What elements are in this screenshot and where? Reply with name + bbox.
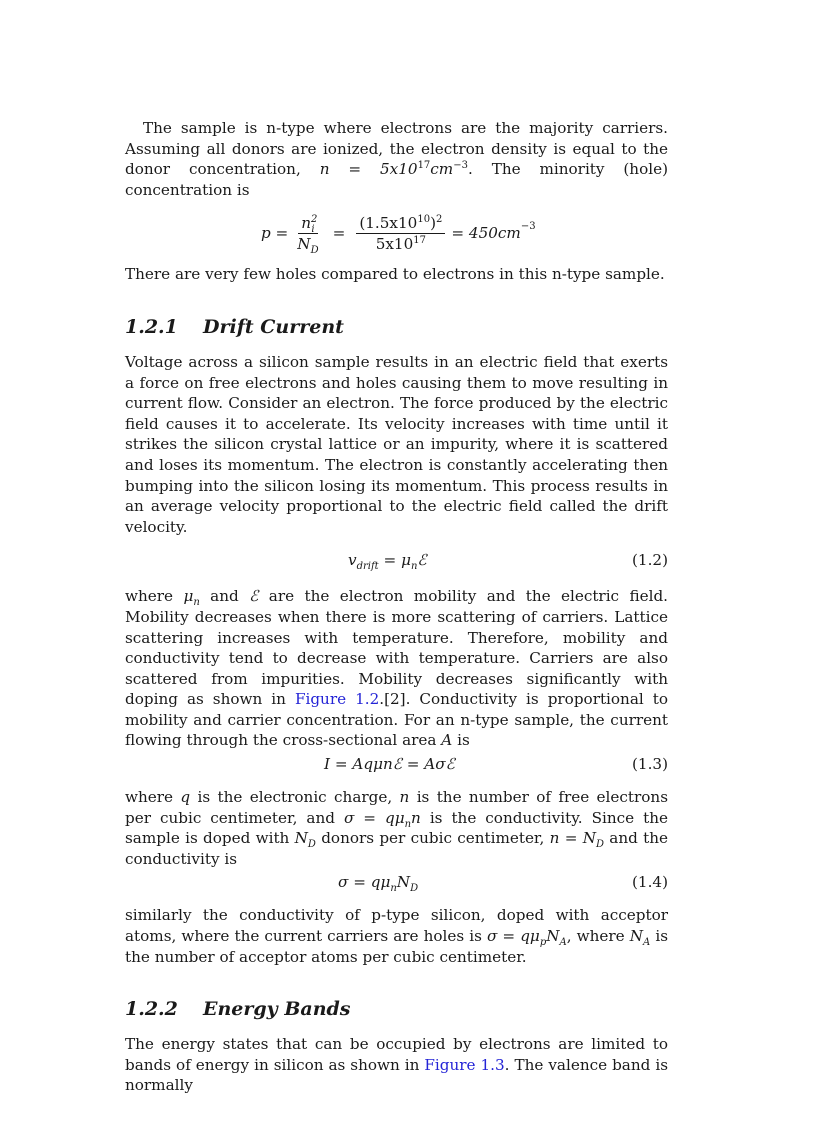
- intro-text: The sample is n-type where electrons are the majority carriers. Assuming all donors are ionized, the electron density is equal to the donor concentration,: [125, 119, 668, 179]
- text: .[2]. Conductivity is proportional to mobility and carrier concentration. For an n-type sample, the current flowing through the cross-sectional area: [125, 690, 668, 750]
- equation-1-4: [125, 869, 668, 897]
- sigma-sub: n: [404, 818, 412, 830]
- text: is: [452, 731, 470, 750]
- n-unit-exponent: −3: [453, 160, 468, 172]
- ni-symbol: n: [301, 213, 312, 232]
- document-page: [125, 118, 668, 1096]
- na-sub: A: [559, 937, 567, 949]
- after-hole-paragraph: There are very few holes compared to electrons in this n-type sample.: [125, 265, 665, 284]
- equation-number: (1.4): [631, 873, 668, 892]
- v-sub: drift: [356, 561, 379, 573]
- text: , where: [566, 927, 630, 946]
- text: similarly the conductivity of p-type silicon, doped with acceptor atoms, where the current carriers are holes is: [125, 906, 668, 946]
- na-symbol: N: [629, 927, 644, 946]
- text: where: [125, 587, 184, 606]
- figure-1-2-link[interactable]: Figure 1.2: [294, 690, 380, 709]
- sigma-lhs: σ = qμ: [338, 873, 391, 892]
- num2-base: (1.5x10: [359, 213, 418, 232]
- nd-sub: D: [410, 883, 419, 895]
- nd-symbol: N: [294, 829, 308, 848]
- text: is the number of free electrons per cubic centimeter, and: [125, 788, 668, 827]
- field-symbol: ℰ: [249, 587, 259, 606]
- v-symbol: v: [348, 551, 357, 570]
- hole-concentration-equation: p = $\frac{n^2_i}{N_D}$ = $\frac{(1.5x10^{10})^2}{5x10^{17}}$ = 450cm $^{-3}$: [261, 213, 536, 256]
- text: and the conductivity is: [125, 829, 668, 868]
- drift-paragraph: Voltage across a silicon sample results in an electric field that exerts a force on free electrons and holes causing them to move resulting in current flow. Consider an electron. The force produced by the electric field causes it to accelerate. Its velocity increases with time until it strikes the silicon crystal lattice or an impurity, where it is scattered and loses its momentum. The electron is constantly accelerating then bumping into the silicon losing its momentum. This process results in an average velocity proportional to the electric field called the drift velocity.: [125, 352, 668, 536]
- q-symbol: q: [180, 788, 191, 807]
- n-symbol: N: [396, 873, 411, 892]
- mu-sub: n: [410, 561, 418, 573]
- section-heading-drift-current: [125, 315, 668, 339]
- text: where: [125, 788, 181, 807]
- section-number: 1.2.1: [125, 315, 178, 338]
- mu-sub: n: [390, 883, 397, 895]
- section-title: Drift Current: [203, 315, 344, 338]
- hole-eq-lhs: p =: [261, 224, 289, 243]
- equation-number: (1.2): [631, 551, 668, 570]
- n-expression: n = 5x10: [319, 160, 418, 179]
- intro-tail: . The minority (hole) concentration is: [125, 160, 668, 199]
- equals-sign: =: [332, 224, 346, 243]
- sigma-tail: n: [411, 808, 421, 827]
- sigma-expression: σ = qμ: [486, 927, 540, 946]
- current-equation: I = Aqμnℰ = Aσℰ: [324, 755, 455, 774]
- sigma-expression: σ = qμ: [343, 808, 405, 827]
- field-symbol: ℰ: [417, 551, 427, 570]
- na-symbol: N: [546, 927, 560, 946]
- den2-sup: 17: [413, 234, 426, 246]
- energy-paragraph: [125, 1034, 668, 1096]
- text: . The valence band is normally: [125, 1055, 668, 1095]
- drift-velocity-equation: [348, 550, 427, 571]
- mobility-paragraph: [125, 586, 668, 751]
- nd-sub: D: [310, 244, 319, 256]
- den2-base: 5x10: [375, 234, 414, 253]
- mu-sub: n: [193, 597, 200, 609]
- ptype-paragraph: [125, 905, 668, 967]
- ni-sub: i: [311, 223, 315, 235]
- num2-close: ): [430, 213, 436, 232]
- nd-sub: D: [307, 839, 316, 851]
- text: donors per cubic centimeter,: [315, 829, 550, 848]
- conductivity-paragraph: [125, 787, 668, 869]
- nd-sub: D: [595, 839, 605, 851]
- num2-sup: 10: [417, 213, 431, 225]
- ni-sup: 2: [311, 213, 318, 225]
- figure-1-3-link[interactable]: Figure 1.3: [424, 1055, 505, 1074]
- equation-1-3: [125, 751, 668, 779]
- n-equals-nd: n = N: [549, 829, 596, 848]
- sigma-sub: p: [539, 937, 547, 949]
- num2-square: 2: [436, 213, 443, 225]
- fraction-numeric: [356, 213, 445, 254]
- section-heading-energy-bands: [125, 997, 668, 1021]
- text: are the electron mobility and the electric field. Mobility decreases when there is more scattering of carriers. Lattice scattering increases with temperature. Therefore, mobility and conductivity tend to decrease with temperature. Carriers are also scattered from impurities. Mobility decreases significantly with doping as shown in: [125, 587, 668, 709]
- text: and: [199, 587, 250, 606]
- section-number: 1.2.2: [125, 998, 178, 1021]
- text: The energy states that can be occupied by electrons are limited to bands of energy in silicon as shown in: [125, 1035, 668, 1074]
- fraction-ni-nd: [294, 213, 321, 254]
- text: is the number of acceptor atoms per cubic centimeter.: [125, 927, 669, 966]
- n-symbol: n: [399, 788, 410, 807]
- n-exponent: 17: [417, 160, 431, 172]
- text: is the conductivity. Since the sample is doped with: [125, 808, 668, 848]
- conductivity-equation: [338, 872, 418, 893]
- area-symbol: A: [441, 731, 453, 750]
- equation-number: (1.3): [631, 755, 668, 774]
- mu-symbol: = μ: [378, 551, 411, 570]
- na-sub: A: [643, 937, 651, 949]
- n-unit: cm: [430, 160, 454, 179]
- nd-symbol: N: [297, 234, 311, 253]
- text: is the electronic charge,: [190, 788, 400, 807]
- intro-paragraph: [125, 118, 668, 200]
- equation-1-2: [125, 547, 668, 577]
- hole-eq-result: = 450cm: [451, 224, 521, 243]
- mu-symbol: μ: [183, 587, 194, 606]
- section-title: Energy Bands: [203, 998, 351, 1021]
